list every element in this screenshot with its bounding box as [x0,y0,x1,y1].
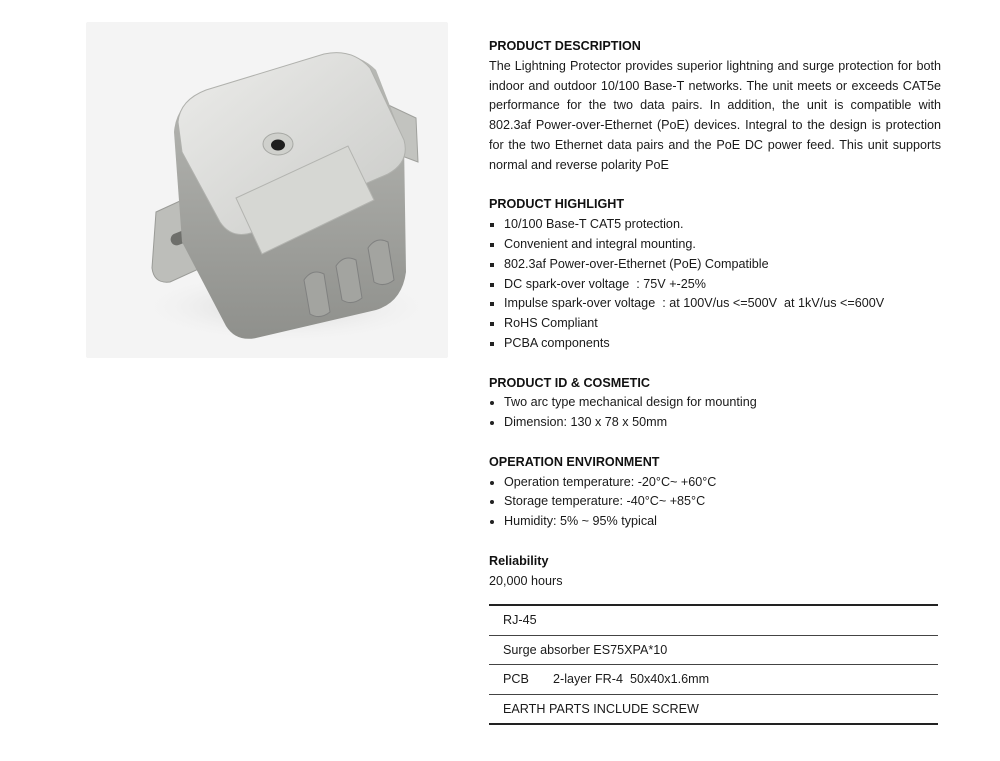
table-row [489,665,938,695]
list-item [489,413,941,433]
list-item-text: PCBA components [504,335,610,350]
list-item [489,294,941,314]
list-item-text: Dimension: 130 x 78 x 50mm [504,415,668,430]
square-bullet-icon [490,263,494,267]
environment-section [489,453,941,532]
round-bullet-icon [490,401,494,405]
reliability-value: 20,000 hours [489,573,563,588]
list-item [489,393,941,413]
list-item [489,314,941,334]
square-bullet-icon [490,223,494,227]
list-item [489,235,941,255]
round-bullet-icon [490,520,494,524]
round-bullet-icon [490,500,494,504]
round-bullet-icon [490,421,494,425]
parts-cell-name: PCB [503,672,529,686]
parts-table [489,604,938,725]
list-item [489,492,941,512]
lightning-protector-photo [86,22,448,358]
square-bullet-icon [490,322,494,326]
highlight-section [489,195,941,353]
list-item-text: Two arc type mechanical design for mounting [504,395,757,410]
parts-cell-spec: 2-layer FR-4 50x40x1.6mm [553,672,710,686]
list-item-text: Humidity: 5% ~ 95% typical [504,514,657,529]
table-row [489,636,938,666]
list-item [489,255,941,275]
list-item-text: Convenient and integral mounting. [504,236,696,251]
cosmetic-list [489,393,941,433]
description-section [489,37,941,176]
parts-cell-name: Surge absorber ES75XPA*10 [503,642,668,657]
list-item-text: DC spark-over voltage : 75V +-25% [504,276,706,291]
square-bullet-icon [490,283,494,287]
parts-cell-name: RJ-45 [503,613,537,627]
cosmetic-section [489,374,941,433]
product-photo [86,22,448,358]
list-item [489,334,941,354]
list-item-text: Impulse spark-over voltage : at 100V/us <=500V at 1kV/us <=600V [504,296,885,311]
spec-column [489,37,941,611]
parts-cell-name: EARTH PARTS INCLUDE SCREW [503,701,699,716]
list-item [489,215,941,235]
cosmetic-heading: PRODUCT ID & COSMETIC [489,375,650,390]
highlight-list [489,215,941,354]
list-item [489,512,941,532]
square-bullet-icon [490,342,494,346]
list-item [489,275,941,295]
round-bullet-icon [490,481,494,485]
reliability-heading: Reliability [489,553,549,568]
list-item-text: 10/100 Base-T CAT5 protection. [504,217,684,232]
table-row [489,695,938,726]
square-bullet-icon [490,243,494,247]
description-text: The Lightning Protector provides superior lightning and surge protection for both indoor and outdoor 10/100 Base-T networks. The unit meets or exceeds CAT5e performance for the two data pairs. In addition, the unit is compatible with 802.3af Power-over-Ethernet (PoE) devices. Integral to the design is protection for the two Ethernet data pairs and the PoE DC power feed. This unit supports normal and reverse polarity PoE [489,58,941,172]
environment-heading: OPERATION ENVIRONMENT [489,454,660,469]
list-item-text: Operation temperature: -20°C~ +60°C [504,474,717,489]
highlight-heading: PRODUCT HIGHLIGHT [489,197,625,212]
list-item-text: RoHS Compliant [504,316,598,331]
description-heading: PRODUCT DESCRIPTION [489,39,641,53]
table-row [489,606,938,636]
list-item-text: 802.3af Power-over-Ethernet (PoE) Compatible [504,256,769,271]
list-item-text: Storage temperature: -40°C~ +85°C [504,494,706,509]
environment-list [489,473,941,532]
list-item [489,473,941,493]
reliability-section [489,552,941,592]
square-bullet-icon [490,302,494,306]
